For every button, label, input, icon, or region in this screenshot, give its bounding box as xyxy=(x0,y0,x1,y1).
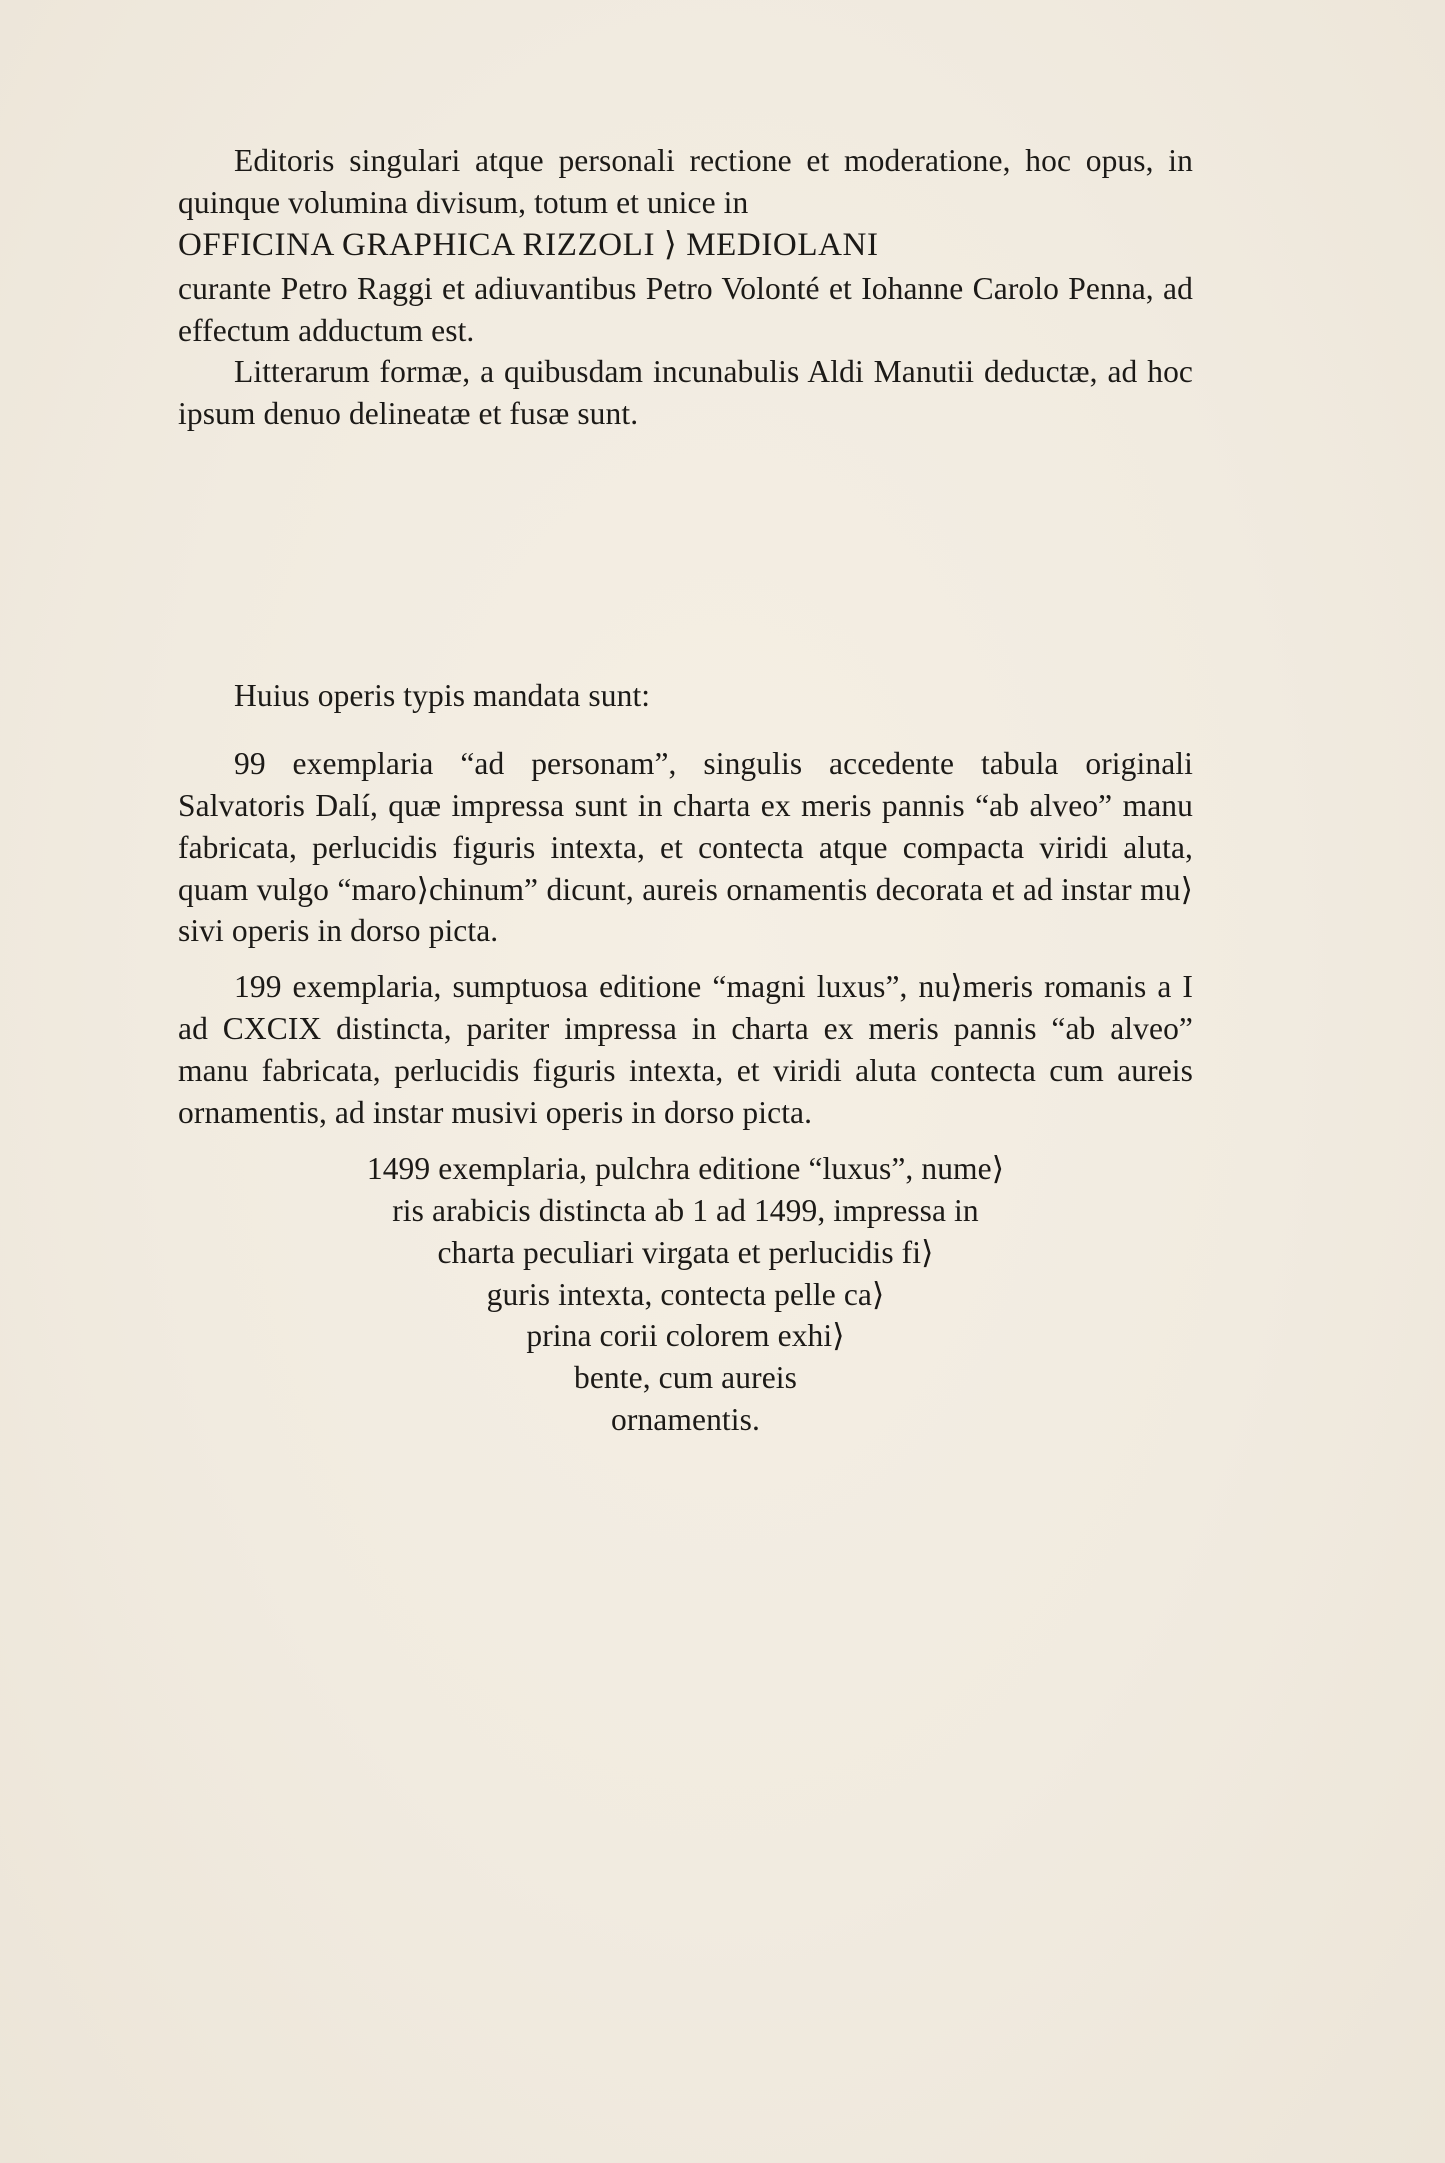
edition-paragraph-199-text: 199 exemplaria, sumptuosa editione “magni luxus”, nu⟩meris romanis a I ad CXCIX distincta, pariter impressa in charta ex meris pannis “ab alveo” manu fabricata, perlucidis figuris intexta, et viridi aluta contecta cum aureis ornamentis, ad instar musivi operis in dorso picta. xyxy=(178,969,1193,1131)
imprint-text: OFFICINA GRAPHICA RIZZOLI ⟩ MEDIOLANI xyxy=(178,226,879,263)
edition-paragraph-99-text: 99 exemplaria “ad personam”, singulis accedente tabula originali Salvatoris Dalí, quæ impressa sunt in charta ex meris pannis “ab alveo” manu fabricata, perlucidis figuris intexta, et contecta atque compacta viridi aluta, quam vulgo “maro⟩chinum” dicunt, aureis ornamentis decorata et ad instar mu⟩sivi operis in dorso picta. xyxy=(178,745,1193,949)
colophon-paragraph-1-continued xyxy=(178,268,1193,352)
colophon-paragraph-1-continued-text: curante Petro Raggi et adiuvantibus Petro Volonté et Iohanne Carolo Penna, ad effectum adductum est. xyxy=(178,270,1193,348)
colophon-paragraph-2-text: Litterarum formæ, a quibusdam incunabulis Aldi Manutii deductæ, ad hoc ipsum denuo delineatæ et fusæ sunt. xyxy=(178,354,1193,432)
edition-1499-line: bente, cum aureis xyxy=(574,1360,797,1396)
editions-heading xyxy=(178,675,1193,717)
editions-block xyxy=(178,675,1193,1441)
edition-1499-line: prina corii colorem exhi⟩ xyxy=(526,1318,845,1354)
colophon-paragraph-2 xyxy=(178,351,1193,435)
colophon-paragraph-1-text: Editoris singulari atque personali rectione et moderatione, hoc opus, in quinque volumina divisum, totum et unice in xyxy=(178,143,1193,220)
edition-paragraph-99 xyxy=(178,743,1193,952)
edition-1499-line: charta peculiari virgata et perlucidis fi⟩ xyxy=(437,1234,934,1270)
edition-1499-line: 1499 exemplaria, pulchra editione “luxus”, nume⟩ xyxy=(366,1150,1005,1186)
edition-1499-line: ris arabicis distincta ab 1 ad 1499, impressa in xyxy=(392,1192,979,1228)
imprint-line xyxy=(178,224,1193,268)
edition-paragraph-1499 xyxy=(178,1148,1193,1441)
edition-1499-line: guris intexta, contecta pelle ca⟩ xyxy=(486,1276,885,1312)
editions-heading-text: Huius operis typis mandata sunt: xyxy=(234,678,651,713)
colophon-block xyxy=(178,140,1193,435)
edition-paragraph-199 xyxy=(178,966,1193,1134)
edition-1499-line: ornamentis. xyxy=(611,1402,760,1438)
colophon-paragraph-1 xyxy=(178,140,1193,224)
